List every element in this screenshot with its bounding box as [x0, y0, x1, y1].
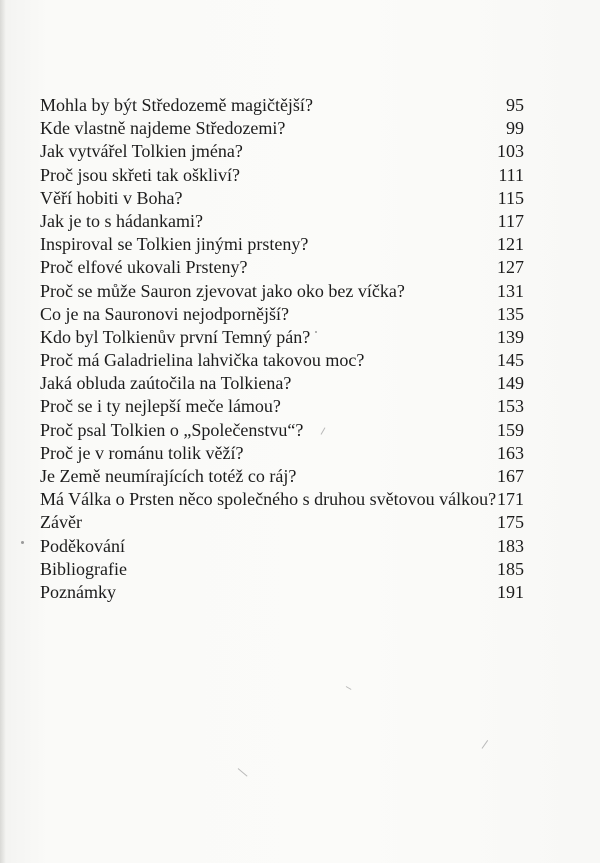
- toc-entry-page: 175: [497, 512, 524, 533]
- toc-entry-page: 111: [498, 164, 524, 185]
- toc-entry-title: Jak vytvářel Tolkien jména?: [40, 141, 243, 162]
- toc-entry-page: 145: [497, 350, 524, 371]
- toc-entry-page: 117: [497, 210, 524, 231]
- scan-speck: [315, 331, 317, 333]
- toc-entry: [40, 395, 524, 418]
- toc-entry-page: 149: [497, 373, 524, 394]
- toc-entry-title: Jaká obluda zaútočila na Tolkiena?: [40, 373, 292, 394]
- scan-speck: [21, 541, 24, 544]
- toc-entry-page: 185: [497, 558, 524, 579]
- toc-entry-page: 121: [497, 234, 524, 255]
- table-of-contents: [40, 94, 524, 604]
- toc-entry-page: 159: [497, 419, 524, 440]
- toc-entry-page: 135: [497, 303, 524, 324]
- toc-entry: [40, 303, 524, 326]
- toc-entry-title: Je Země neumírajících totéž co ráj?: [40, 466, 297, 486]
- toc-entry-page: 127: [497, 257, 524, 278]
- toc-entry-title: Věří hobiti v Boha?: [40, 187, 183, 208]
- toc-entry-page: 171: [497, 489, 524, 510]
- toc-entry-title: Kde vlastně najdeme Středozemi?: [40, 118, 286, 139]
- toc-entry-page: 191: [497, 581, 524, 602]
- toc-entry-title: Proč jsou skřeti tak oškliví?: [40, 164, 240, 185]
- toc-entry: [40, 535, 524, 558]
- toc-entry-title: Bibliografie: [40, 558, 127, 579]
- toc-entry-page: 153: [497, 396, 524, 417]
- toc-entry-title: Co je na Sauronovi nejodpornější?: [40, 303, 289, 324]
- toc-entry-page: 163: [497, 442, 524, 463]
- toc-entry-title: Poznámky: [40, 581, 116, 602]
- toc-entry: [40, 511, 524, 534]
- toc-entry: [40, 280, 524, 303]
- toc-entry: [40, 256, 524, 279]
- toc-entry: [40, 117, 524, 140]
- toc-entry: [40, 442, 524, 465]
- toc-entry-title: Proč se může Sauron zjevovat jako oko bez víčka?: [40, 280, 405, 301]
- toc-entry: [40, 140, 524, 163]
- toc-entry-page: 95: [506, 95, 524, 115]
- toc-entry: [40, 465, 524, 488]
- toc-entry-title: Závěr: [40, 512, 82, 533]
- toc-entry: [40, 164, 524, 187]
- toc-entry-title: Proč má Galadrielina lahvička takovou moc?: [40, 350, 365, 371]
- toc-entry: [40, 558, 524, 581]
- toc-entry-title: Inspiroval se Tolkien jinými prsteny?: [40, 234, 309, 255]
- toc-entry: [40, 488, 524, 511]
- toc-entry: [40, 326, 524, 349]
- toc-entry-page: 99: [506, 118, 524, 139]
- toc-entry-title: Proč psal Tolkien o „Společenstvu“?: [40, 419, 304, 440]
- toc-entry-page: 139: [497, 326, 524, 347]
- toc-entry-page: 131: [497, 280, 524, 301]
- toc-entry: [40, 581, 524, 604]
- toc-entry: [40, 187, 524, 210]
- scan-scratch: [482, 740, 489, 749]
- toc-entry: [40, 233, 524, 256]
- toc-entry-page: 103: [497, 141, 524, 162]
- toc-entry-title: Proč je v románu tolik věží?: [40, 442, 244, 463]
- toc-entry: [40, 94, 524, 117]
- toc-entry: [40, 372, 524, 395]
- toc-entry-title: Proč se i ty nejlepší meče lámou?: [40, 396, 281, 417]
- toc-entry-page: 115: [497, 187, 524, 208]
- toc-entry-page: 167: [497, 466, 524, 486]
- scan-scratch: [238, 768, 248, 776]
- toc-entry-title: Mohla by být Středozemě magičtější?: [40, 95, 313, 115]
- toc-entry-title: Má Válka o Prsten něco společného s druhou světovou válkou?: [40, 489, 497, 510]
- toc-entry-title: Poděkování: [40, 535, 125, 556]
- toc-entry: [40, 419, 524, 442]
- toc-entry-page: 183: [497, 535, 524, 556]
- toc-entry: [40, 210, 524, 233]
- toc-entry: [40, 349, 524, 372]
- scan-scratch: [346, 686, 352, 690]
- toc-entry-title: Proč elfové ukovali Prsteny?: [40, 257, 248, 278]
- toc-entry-title: Kdo byl Tolkienův první Temný pán?: [40, 326, 311, 347]
- page-edge-shadow: [0, 0, 6, 863]
- toc-entry-title: Jak je to s hádankami?: [40, 210, 203, 231]
